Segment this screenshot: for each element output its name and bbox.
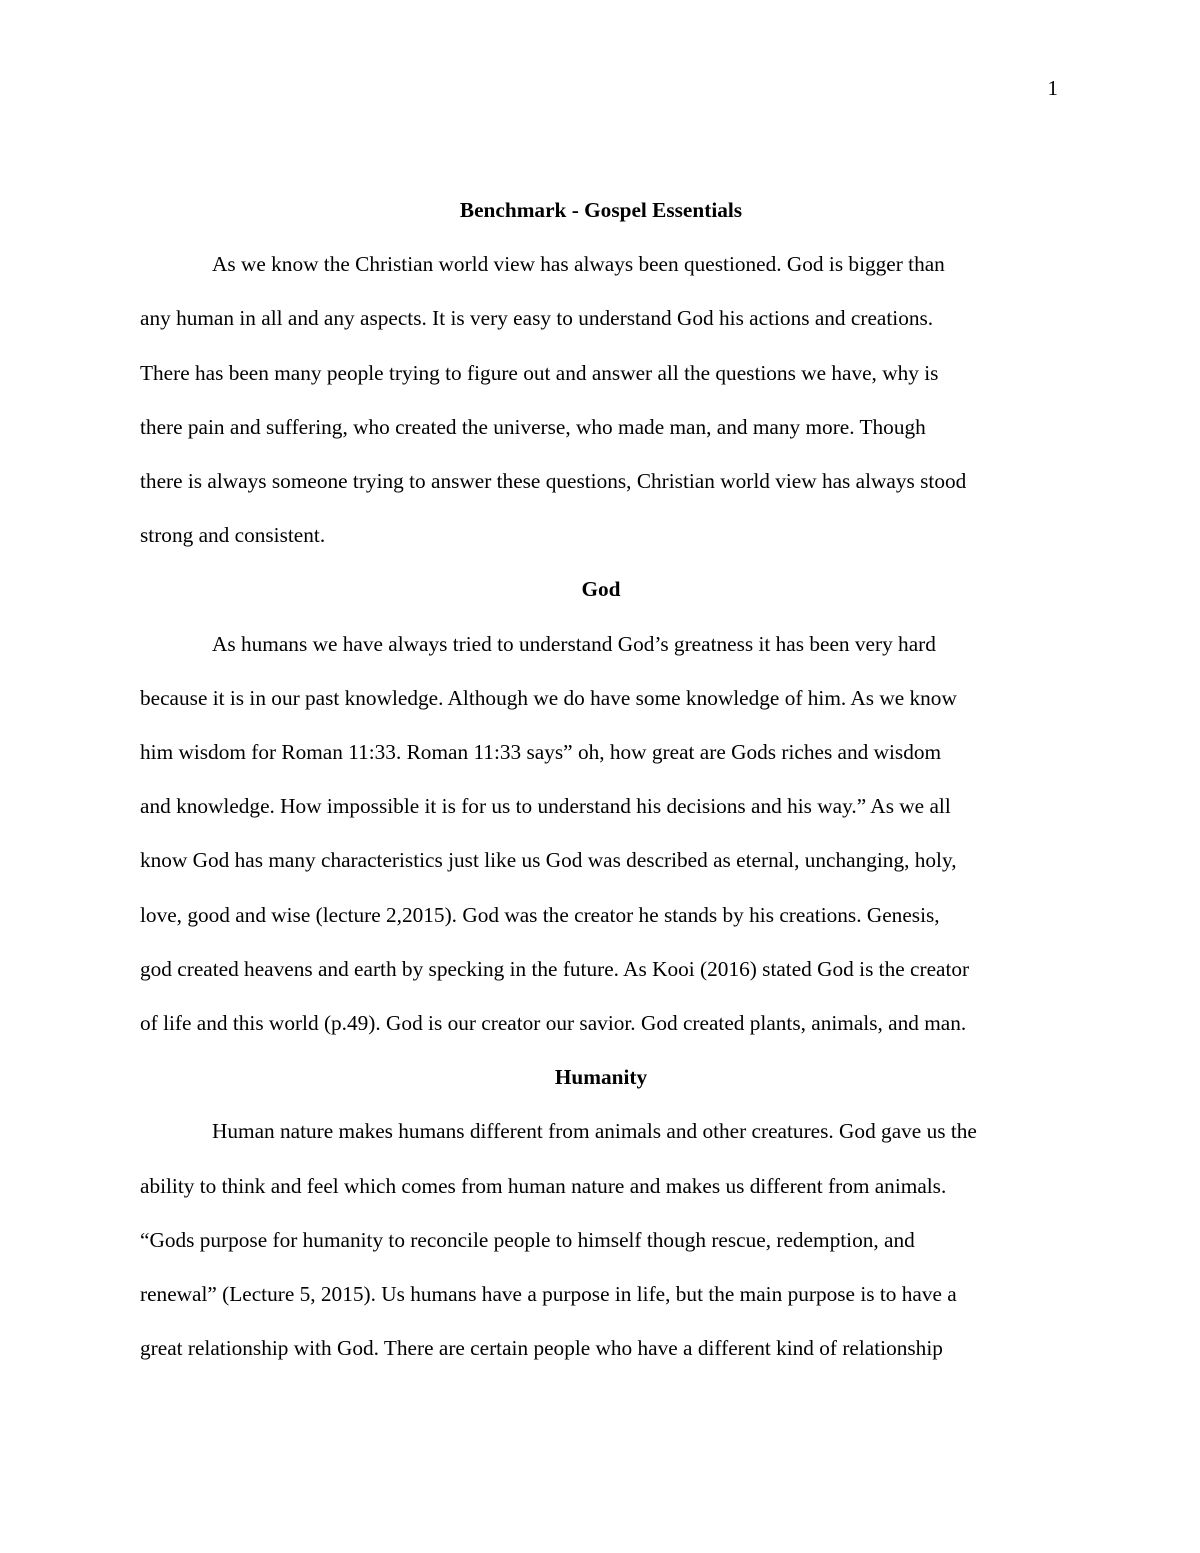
paragraph-line: there pain and suffering, who created the universe, who made man, and many more. Though <box>140 414 926 439</box>
paragraph-line: ability to think and feel which comes from human nature and makes us different from animals. <box>140 1173 947 1198</box>
paragraph-line: Human nature makes humans different from animals and other creatures. God gave us the <box>212 1119 977 1144</box>
paragraph-line: love, good and wise (lecture 2,2015). God was the creator he stands by his creations. Genesis, <box>140 902 940 927</box>
paragraph-line: because it is in our past knowledge. Although we do have some knowledge of him. As we know <box>140 685 957 710</box>
paragraph-line: god created heavens and earth by specking in the future. As Kooi (2016) stated God is the creator <box>140 956 970 981</box>
intro-paragraph <box>140 237 1062 562</box>
paragraph-line: there is always someone trying to answer these questions, Christian world view has always stood <box>140 469 967 494</box>
section-heading-humanity: Humanity <box>554 1065 648 1090</box>
paragraph-line: him wisdom for Roman 11:33. Roman 11:33 says” oh, how great are Gods riches and wisdom <box>140 740 942 765</box>
paragraph-line: great relationship with God. There are certain people who have a different kind of relationship <box>140 1336 943 1361</box>
document-title: Benchmark - Gospel Essentials <box>459 198 743 222</box>
paragraph-line: know God has many characteristics just like us God was described as eternal, unchanging, holy, <box>140 848 957 873</box>
document-body <box>140 183 1062 1375</box>
paragraph-line: There has been many people trying to figure out and answer all the questions we have, why is <box>140 360 939 385</box>
section-heading-god: God <box>581 577 621 602</box>
paragraph-line: As humans we have always tried to understand God’s greatness it has been very hard <box>212 631 936 656</box>
paragraph-line: strong and consistent. <box>140 523 326 548</box>
god-paragraph <box>140 617 1062 1051</box>
paragraph-line: any human in all and any aspects. It is very easy to understand God his actions and creations. <box>140 306 934 331</box>
paragraph-line: renewal” (Lecture 5, 2015). Us humans have a purpose in life, but the main purpose is to have a <box>140 1282 957 1307</box>
humanity-paragraph <box>140 1104 1062 1375</box>
paragraph-line: “Gods purpose for humanity to reconcile people to himself though rescue, redemption, and <box>140 1227 915 1252</box>
paragraph-line: As we know the Christian world view has always been questioned. God is bigger than <box>212 252 945 277</box>
paragraph-line: of life and this world (p.49). God is our creator our savior. God created plants, animals, and man. <box>140 1011 967 1036</box>
page-number: 1 <box>1047 76 1058 100</box>
paragraph-line: and knowledge. How impossible it is for us to understand his decisions and his way.” As we all <box>140 794 951 819</box>
